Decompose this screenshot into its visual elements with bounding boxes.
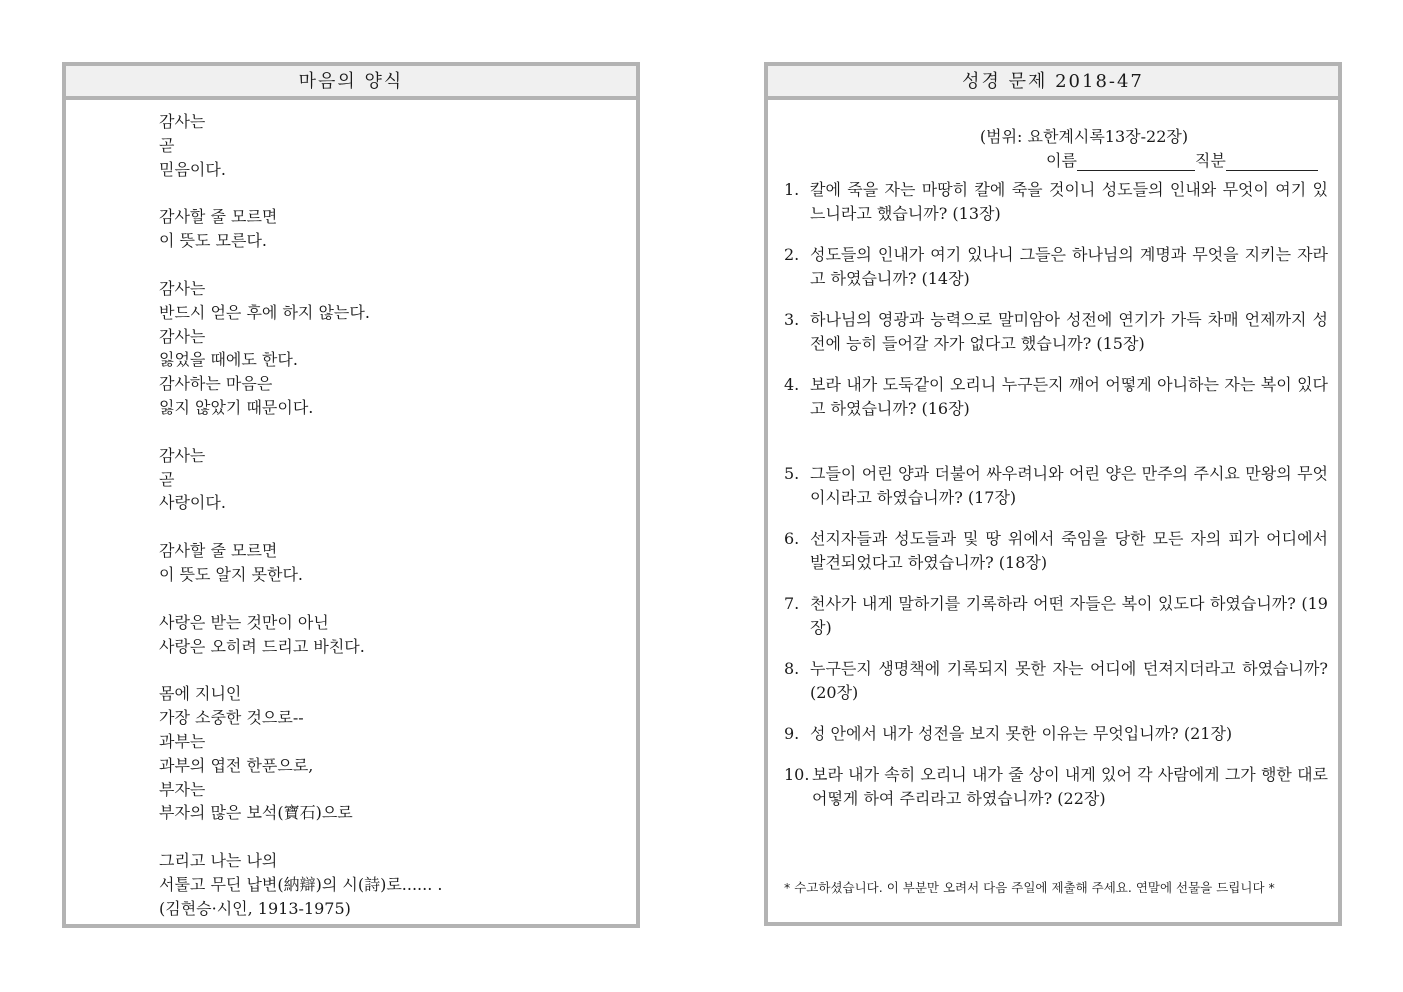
poem-line: 감사는: [159, 445, 206, 465]
question-item: [784, 527, 1328, 575]
question-number: 2.: [784, 245, 800, 264]
question-item: [784, 722, 1328, 746]
poem-stanza: [159, 849, 442, 920]
quiz-panel: [764, 62, 1342, 926]
poem-stanza: [159, 205, 442, 253]
poem-line: 사랑은 받는 것만이 아닌: [159, 612, 329, 632]
poem-line: 과부는: [159, 731, 206, 751]
poem-stanza: [159, 277, 442, 420]
quiz-title: 성경 문제 2018-47: [768, 66, 1338, 100]
question-text: 보라 내가 속히 오리니 내가 줄 상이 내게 있어 각 사람에게 그가 행한 대로 어떻게 하여 주리라고 하였습니까? (22장): [812, 765, 1328, 808]
question-text: 성도들의 인내가 여기 있나니 그들은 하나님의 계명과 무엇을 지키는 자라고 하였습니까? (14장): [810, 245, 1328, 288]
question-text: 누구든지 생명책에 기록되지 못한 자는 어디에 던져지더라고 하였습니까? (20장): [810, 659, 1328, 702]
question-text: 그들이 어린 양과 더불어 싸우려니와 어린 양은 만주의 주시요 만왕의 무엇이시라고 하였습니까? (17장): [810, 464, 1328, 507]
poem-line: 부자의 많은 보석(寶石)으로: [159, 803, 353, 823]
poem-stanza: [159, 539, 442, 587]
question-text: 보라 내가 도둑같이 오리니 누구든지 깨어 어떻게 아니하는 자는 복이 있다고 하였습니까? (16장): [810, 375, 1328, 418]
poem-stanza: [159, 444, 442, 515]
poem-line: 감사는: [159, 112, 206, 131]
question-item: [784, 308, 1328, 356]
question-number: 7.: [784, 594, 800, 613]
poem-line: 과부의 엽전 한푼으로,: [159, 755, 314, 775]
question-text: 선지자들과 성도들과 및 땅 위에서 죽임을 당한 모든 자의 피가 어디에서 발견되었다고 하였습니까? (18장): [810, 529, 1328, 572]
name-position-fields: [1046, 148, 1318, 171]
poem-title: 마음의 양식: [66, 66, 636, 100]
question-number: 10.: [784, 765, 810, 784]
poem-line: 사랑은 오히려 드리고 바친다.: [159, 636, 365, 656]
poem-line: 반드시 얻은 후에 하지 않는다.: [159, 302, 370, 322]
question-number: 3.: [784, 310, 800, 329]
position-blank[interactable]: [1226, 152, 1318, 171]
poem-line: 감사할 줄 모르면: [159, 207, 278, 227]
question-item: [784, 243, 1328, 291]
question-number: 9.: [784, 724, 800, 743]
poem-stanza: [159, 682, 442, 825]
question-item: [784, 373, 1328, 421]
poem-line: 가장 소중한 것으로--: [159, 708, 304, 728]
poem-line: 감사할 줄 모르면: [159, 541, 278, 561]
poem-line: 감사하는 마음은: [159, 374, 273, 394]
name-blank[interactable]: [1077, 152, 1195, 171]
question-number: 8.: [784, 659, 800, 678]
position-label: 직분: [1194, 151, 1226, 170]
question-item: [784, 178, 1328, 226]
poem-line: 곧: [159, 469, 175, 489]
question-text: 천사가 내게 말하기를 기록하라 어떤 자들은 복이 있도다 하였습니까? (19장): [810, 594, 1328, 637]
footer-note: * 수고하셨습니다. 이 부분만 오려서 다음 주일에 제출해 주세요. 연말에 선물을 드립니다 *: [784, 880, 1275, 895]
poem-line: 서툴고 무딘 납변(納辯)의 시(詩)로...... .: [159, 874, 443, 894]
question-text: 하나님의 영광과 능력으로 말미암아 성전에 연기가 가득 차매 언제까지 성전에 능히 들어갈 자가 없다고 했습니까? (15장): [810, 310, 1328, 353]
poem-line: 믿음이다.: [159, 159, 226, 179]
poem-stanza: [159, 611, 442, 659]
question-list: [784, 178, 1328, 828]
question-text: 칼에 죽을 자는 마땅히 칼에 죽을 것이니 성도들의 인내와 무엇이 여기 있느니라고 했습니까? (13장): [810, 180, 1328, 223]
question-number: 6.: [784, 529, 800, 548]
poem-line: (김현승·시인, 1913-1975): [159, 898, 351, 918]
name-label: 이름: [1046, 151, 1077, 170]
quiz-range: (범위: 요한계시록13장-22장): [979, 127, 1189, 146]
poem-body: [159, 110, 442, 945]
question-item: [784, 657, 1328, 705]
poem-line: 이 뜻도 모른다.: [159, 231, 267, 251]
question-text: 성 안에서 내가 성전을 보지 못한 이유는 무엇입니까? (21장): [810, 724, 1233, 743]
poem-line: 감사는: [159, 278, 206, 298]
poem-line: 부자는: [159, 779, 206, 799]
poem-line: 잃지 않았기 때문이다.: [159, 397, 314, 417]
question-item: [784, 763, 1328, 811]
question-item: [784, 592, 1328, 640]
poem-line: 사랑이다.: [159, 493, 226, 513]
question-item: [784, 462, 1328, 510]
question-number: 4.: [784, 375, 800, 394]
poem-line: 잃었을 때에도 한다.: [159, 350, 298, 370]
poem-line: 감사는: [159, 326, 206, 346]
poem-line: 곧: [159, 135, 175, 155]
poem-line: 이 뜻도 알지 못한다.: [159, 564, 303, 584]
poem-line: 몸에 지니인: [159, 684, 242, 704]
poem-panel: [62, 62, 640, 928]
question-number: 1.: [784, 180, 800, 199]
question-number: 5.: [784, 464, 800, 483]
poem-stanza: [159, 110, 442, 181]
poem-line: 그리고 나는 나의: [159, 851, 278, 871]
